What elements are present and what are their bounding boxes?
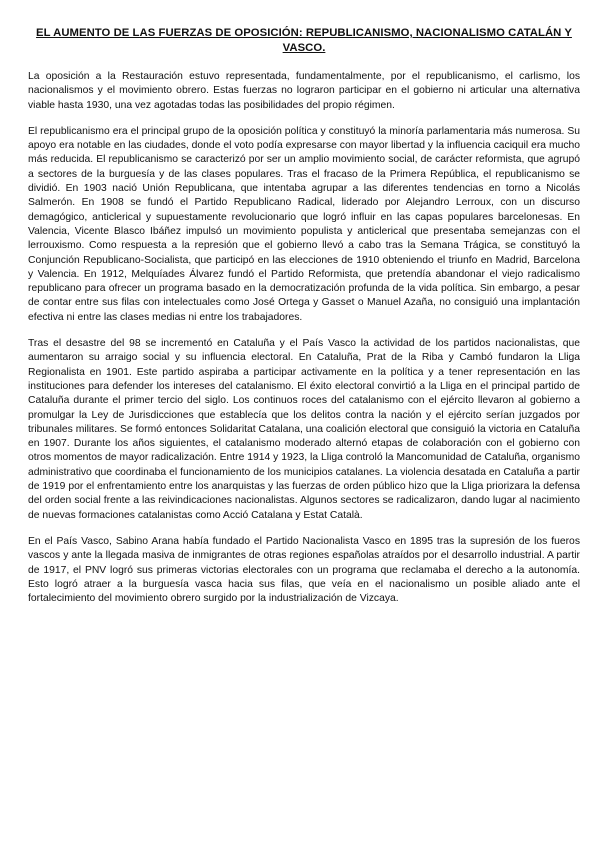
page-title: EL AUMENTO DE LAS FUERZAS DE OPOSICIÓN: REPUBLICANISMO, NACIONALISMO CATALÁN Y VASCO. <box>36 27 572 54</box>
paragraph-nacionalismo-catalan: Tras el desastre del 98 se incrementó en Cataluña y el País Vasco la actividad de los partidos nacionalistas, que aumentaron su arraigo social y su influencia electoral. En Cataluña, Prat de la Riba y Cambó fundaron la Lliga Regionalista en 1901. Este partido aspiraba a participar activamente en la política y a tener representación en las instituciones para defender los intereses del catalanismo. El éxito electoral convirtió a la Lliga en el principal partido de Cataluña durante el primer tercio del siglo. Los continuos roces del catalanismo con el ejército llevaron al gobierno a promulgar la Ley de Jurisdicciones que establecía que los delitos contra la nación y el ejército serían juzgados por tribunales militares. Se formó entonces Solidaritat Catalana, una coalición electoral que consiguió la victoria en Cataluña en 1907. Durante los años siguientes, el catalanismo moderado alternó etapas de colaboración con el gobierno con otros momentos de mayor radicalización. Entre 1914 y 1923, la Lliga controló la Mancomunidad de Cataluña, organismo administrativo que coordinaba el funcionamiento de los municipios catalanes. La violencia desatada en Cataluña a partir de 1919 por el enfrentamiento entre los anarquistas y las fuerzas de orden público hizo que la Lliga priorizara la defensa del orden social frente a las reivindicaciones nacionalistas. Algunos sectores se radicalizaron, dando lugar al nacimiento de nuevas formaciones catalanistas como Acció Catalana y Estat Català. <box>28 338 580 521</box>
paragraph-nacionalismo-vasco: En el País Vasco, Sabino Arana había fundado el Partido Nacionalista Vasco en 1895 tras la supresión de los fueros vascos y ante la llegada masiva de inmigrantes de otras regiones españolas atraídos por el desarrollo industrial. A partir de 1917, el PNV logró sus primeras victorias electorales con un programa que reclamaba el derecho a la autonomía. Esto logró atraer a la burguesía vasca hacia sus filas, que veía en el nacionalismo un posible aliado ante el fortalecimiento del movimiento obrero surgido por la industrialización de Vizcaya. <box>28 535 580 605</box>
document-page <box>28 26 580 618</box>
paragraph-republicanismo: El republicanismo era el principal grupo de la oposición política y constituyó la minoría parlamentaria más numerosa. Su apoyo era notable en las ciudades, donde el voto podía expresarse con mayor libertad y la influencia caciquil era mucho más reducida. El republicanismo se caracterizó por ser un amplio movimiento social, de carácter reformista, que agrupó a sectores de la burguesía y de las clases populares. Tras el fracaso de la Primera República, el republicanismo se dividió. En 1903 nació Unión Republicana, que intentaba agrupar a las diferentes tendencias en torno a Nicolás Salmerón. En 1908 se fundó el Partido Republicano Radical, liderado por Alejandro Lerroux, con un discurso demagógico, anticlerical y supuestamente revolucionario que logró influir en las capas populares barcelonesas. En Valencia, Vicente Blasco Ibáñez impulsó un movimiento populista y anticlerical que presentaba semejanzas con el lerrouxismo. Como respuesta a la represión que el gobierno llevó a cabo tras la Semana Trágica, se constituyó la Conjunción Republicano-Socialista, que participó en las elecciones de 1910 obteniendo el triunfo en Madrid, Barcelona y Valencia. En 1912, Melquíades Álvarez fundó el Partido Reformista, que pretendía abandonar el viejo radicalismo republicano para ofrecer un programa basado en la democratización profunda de la vida política. Sin embargo, a pesar de contar entre sus filas con intelectuales como José Ortega y Gasset o Manuel Azaña, no consiguió una implantación efectiva ni entre las clases medias ni entre los trabajadores. <box>28 125 580 323</box>
paragraph-intro: La oposición a la Restauración estuvo representada, fundamentalmente, por el republicanismo, el carlismo, los nacionalismos y el movimiento obrero. Estas fuerzas no lograron participar en el gobierno ni articular una alternativa viable hasta 1930, una vez agotadas todas las posibilidades del propio régimen. <box>28 71 580 111</box>
